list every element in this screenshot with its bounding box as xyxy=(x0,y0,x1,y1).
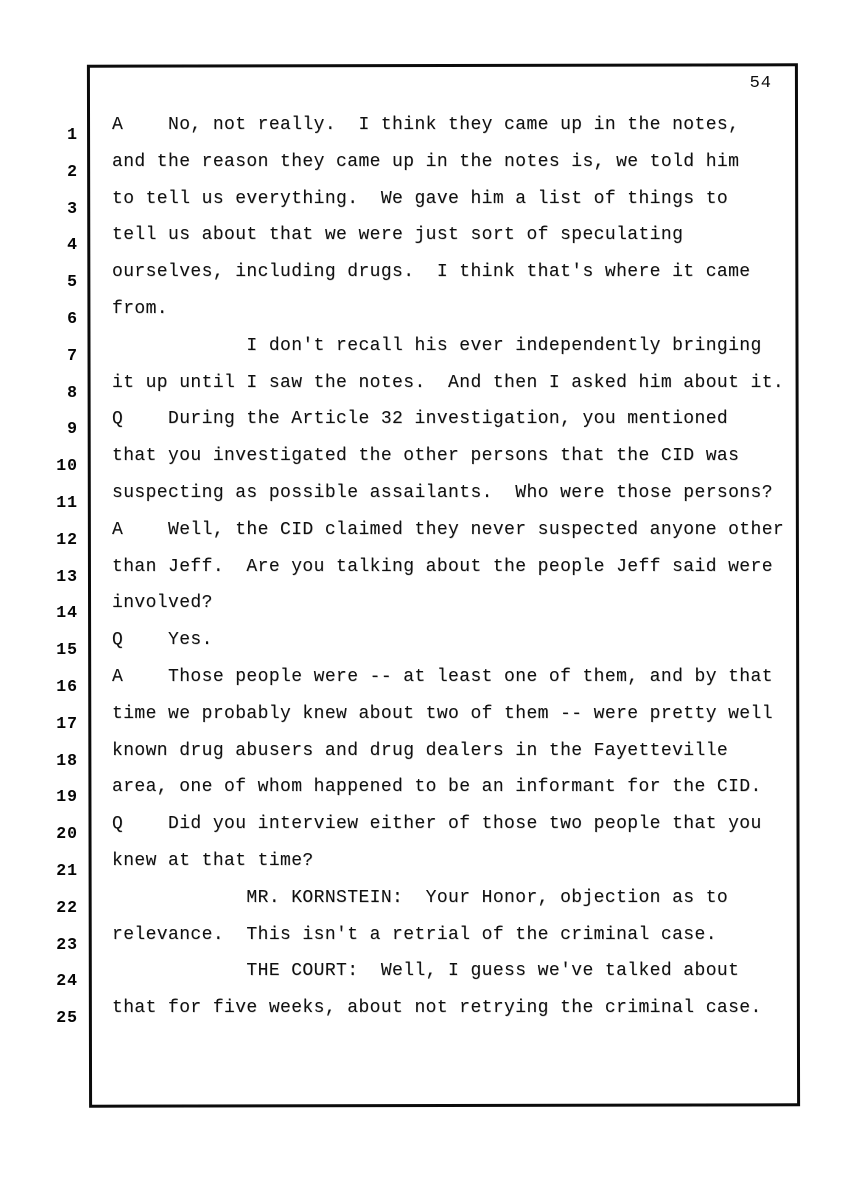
transcript-line: from. xyxy=(112,298,169,319)
line-number: 8 xyxy=(67,382,78,402)
transcript-line: it up until I saw the notes. And then I asked him about it. xyxy=(112,372,785,393)
line-number: 19 xyxy=(56,787,78,807)
line-number: 11 xyxy=(56,492,78,512)
line-number: 2 xyxy=(67,161,78,181)
line-number: 12 xyxy=(56,529,78,549)
transcript-line: that for five weeks, about not retrying the criminal case. xyxy=(112,998,762,1019)
line-number: 7 xyxy=(67,345,78,365)
line-number: 9 xyxy=(67,419,78,439)
transcript-line: I don't recall his ever independently bringing xyxy=(112,335,762,356)
transcript-line: than Jeff. Are you talking about the people Jeff said were xyxy=(112,556,773,577)
line-number: 18 xyxy=(56,750,78,770)
transcript-line: time we probably knew about two of them -- were pretty well xyxy=(112,703,773,724)
transcript-line: known drug abusers and drug dealers in the Fayetteville xyxy=(112,740,729,761)
line-number: 14 xyxy=(56,603,78,623)
transcript-line: that you investigated the other persons that the CID was xyxy=(112,446,740,467)
line-number: 3 xyxy=(67,198,78,218)
line-number: 10 xyxy=(56,456,78,476)
transcript-line: tell us about that we were just sort of speculating xyxy=(112,225,684,246)
line-number: 6 xyxy=(67,308,78,328)
line-number-gutter xyxy=(36,117,78,1037)
line-number: 4 xyxy=(67,235,78,255)
transcript-line: A No, not really. I think they came up in the notes, xyxy=(112,115,740,135)
transcript-line: ourselves, including drugs. I think that's where it came xyxy=(112,262,751,283)
transcript-line: suspecting as possible assailants. Who were those persons? xyxy=(112,482,773,503)
transcript-line: area, one of whom happened to be an informant for the CID. xyxy=(112,777,762,798)
line-number: 25 xyxy=(56,1008,78,1028)
transcript-line: MR. KORNSTEIN: Your Honor, objection as to xyxy=(112,887,729,908)
transcript-line: A Those people were -- at least one of them, and by that xyxy=(112,666,773,687)
line-number: 23 xyxy=(56,934,78,954)
page-number: 54 xyxy=(749,74,772,93)
line-number: 22 xyxy=(56,897,78,917)
transcript-line: involved? xyxy=(112,593,213,614)
transcript-line: relevance. This isn't a retrial of the criminal case. xyxy=(112,924,717,945)
transcript-line: Q Did you interview either of those two people that you xyxy=(112,814,762,835)
line-number: 5 xyxy=(67,272,78,292)
line-number: 13 xyxy=(56,566,78,586)
transcript-line: to tell us everything. We gave him a list of things to xyxy=(112,188,729,209)
line-number: 16 xyxy=(56,676,78,696)
transcript-line: A Well, the CID claimed they never suspected anyone other xyxy=(112,519,785,540)
line-number: 20 xyxy=(56,824,78,844)
line-number: 15 xyxy=(56,640,78,660)
line-number: 1 xyxy=(67,125,78,144)
transcript-text xyxy=(112,107,812,1027)
line-number: 21 xyxy=(56,860,78,880)
transcript-line: knew at that time? xyxy=(112,850,314,871)
line-number: 24 xyxy=(56,971,78,991)
line-number: 17 xyxy=(56,713,78,733)
transcript-line: Q During the Article 32 investigation, you mentioned xyxy=(112,409,729,430)
transcript-line: Q Yes. xyxy=(112,630,213,651)
transcript-line: THE COURT: Well, I guess we've talked about xyxy=(112,961,740,982)
transcript-line: and the reason they came up in the notes is, we told him xyxy=(112,151,740,172)
